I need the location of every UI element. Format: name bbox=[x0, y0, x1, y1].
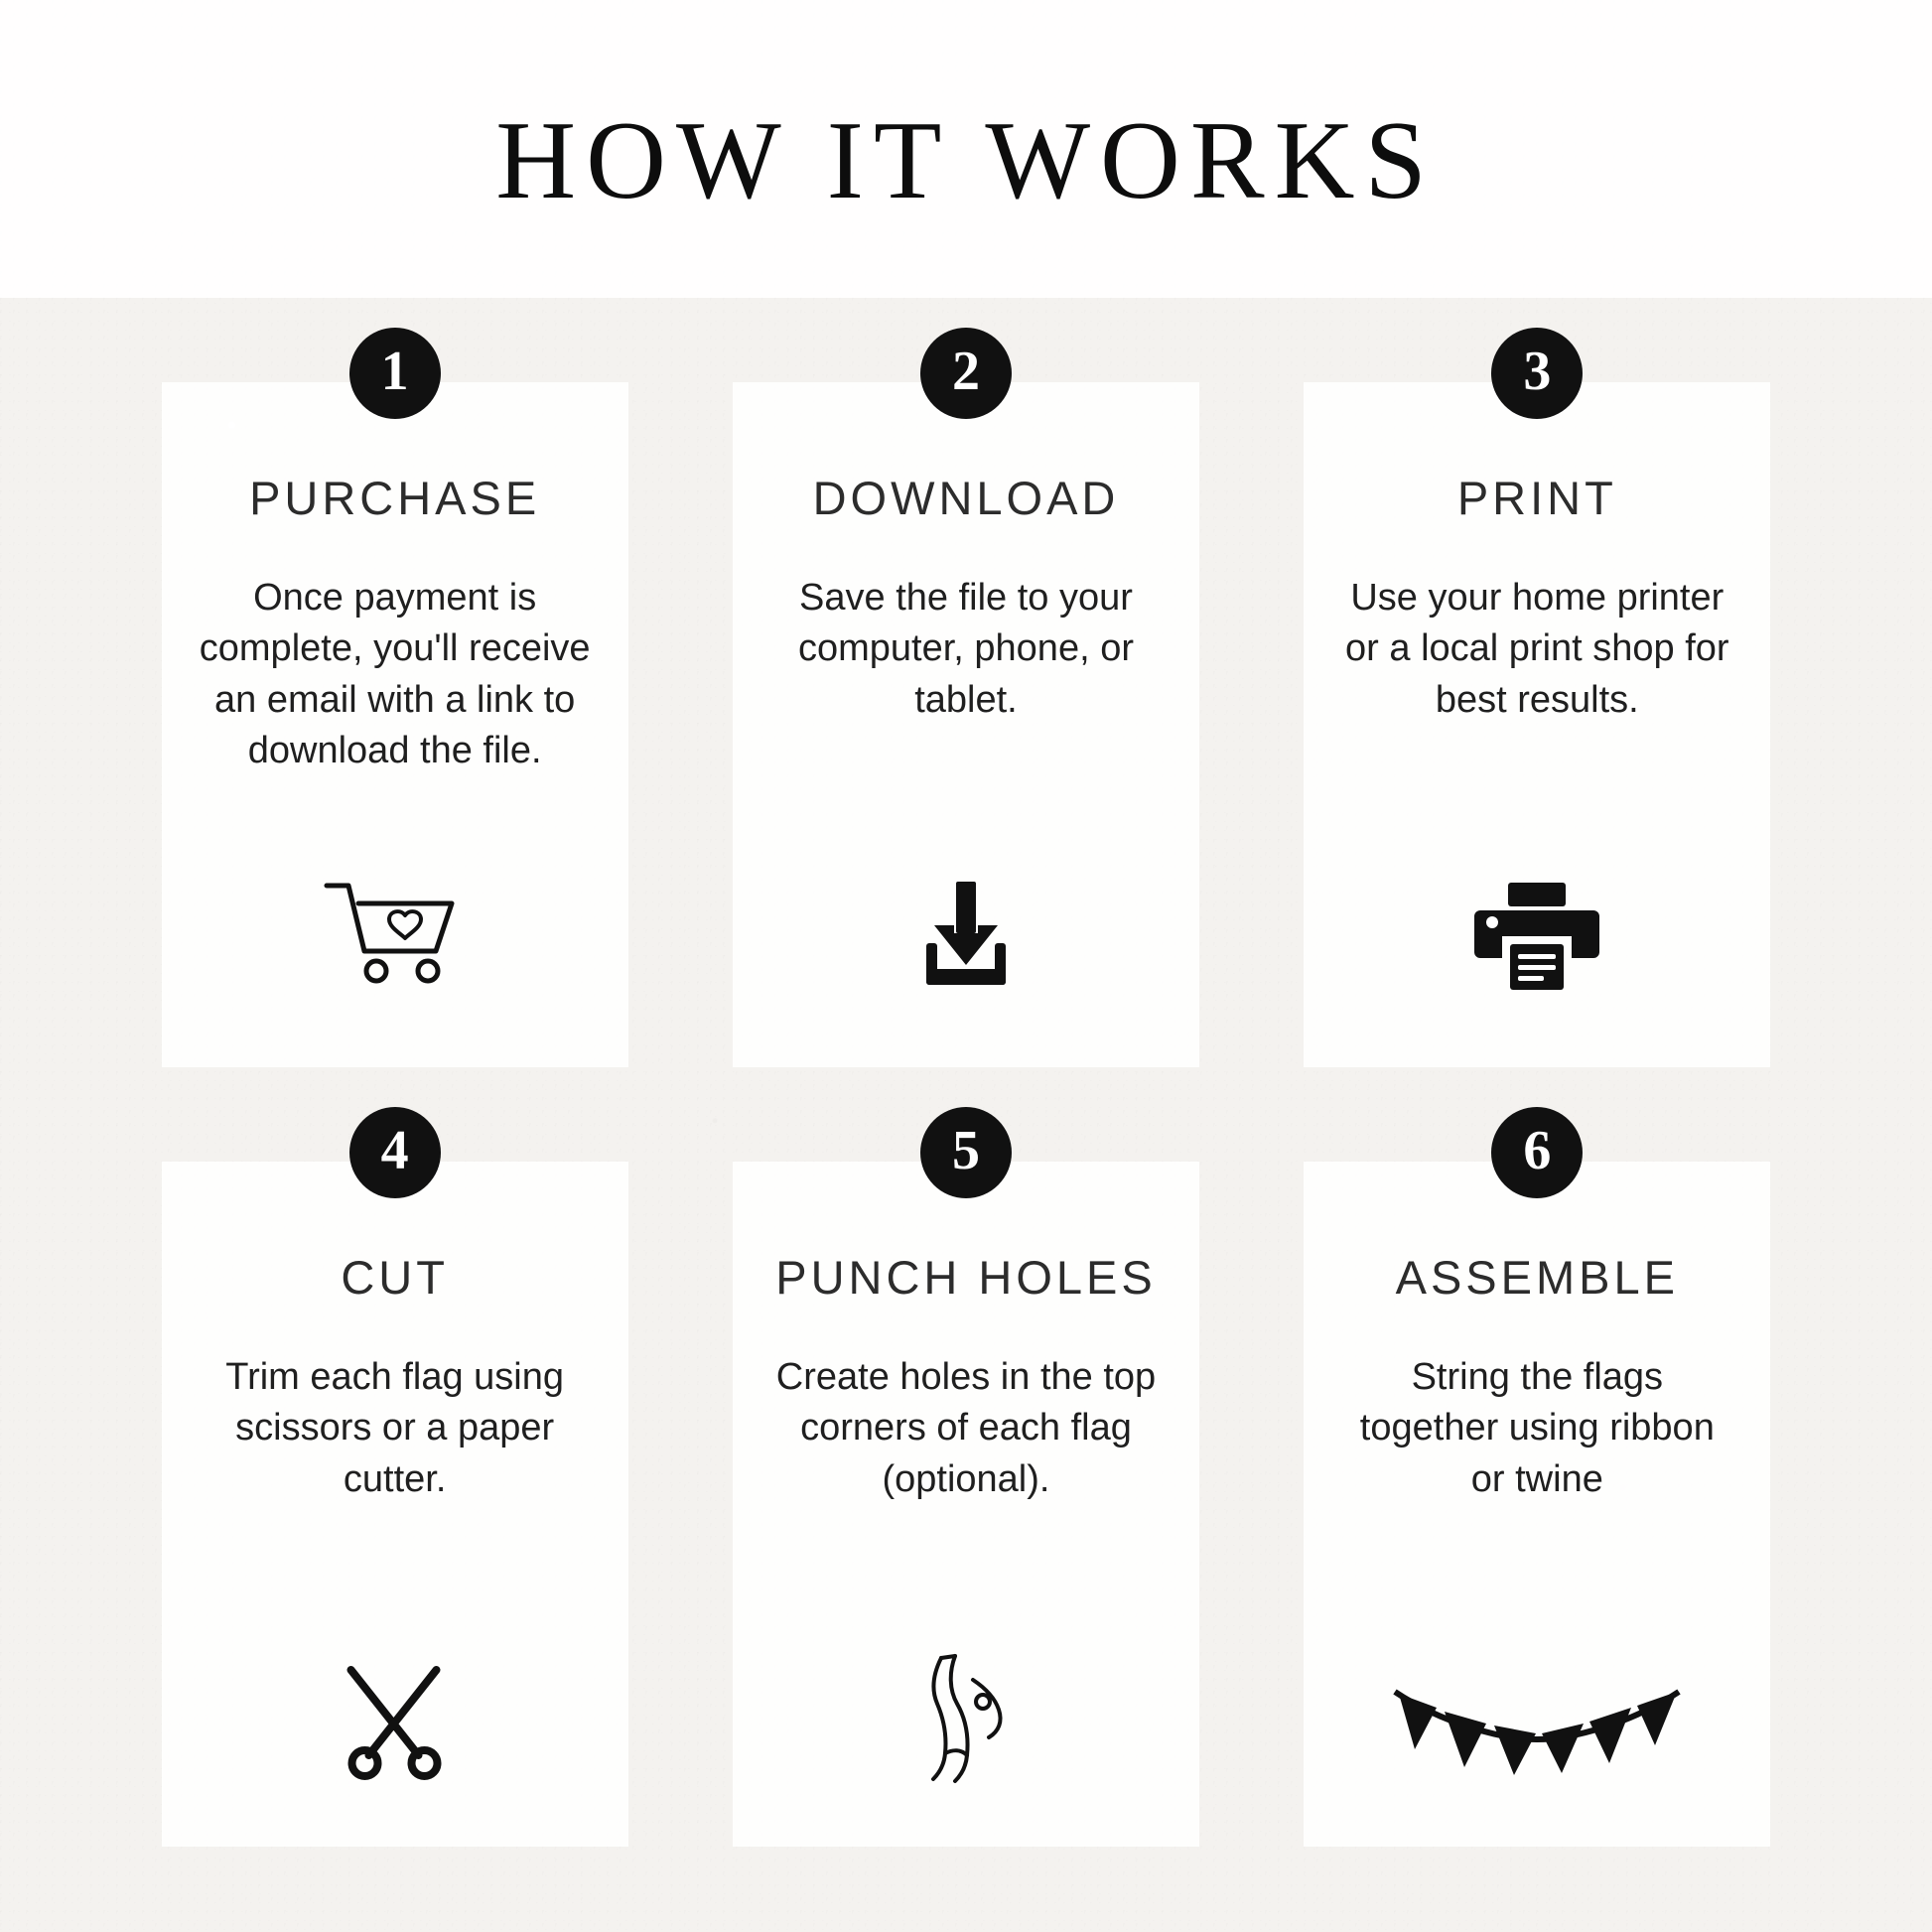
step-card-download bbox=[680, 328, 1251, 1082]
step-title: ASSEMBLE bbox=[1395, 1251, 1679, 1304]
download-icon bbox=[906, 844, 1026, 993]
step-number-badge: 5 bbox=[920, 1107, 1012, 1198]
step-description: String the flags together using ribbon or twine bbox=[1359, 1356, 1715, 1500]
scissors-icon bbox=[333, 1635, 457, 1784]
bunting-flags-icon bbox=[1393, 1635, 1681, 1784]
step-description: Trim each flag using scissors or a paper cutter. bbox=[225, 1356, 565, 1500]
step-card-cut bbox=[109, 1107, 680, 1862]
printer-icon bbox=[1472, 844, 1601, 993]
step-card-assemble bbox=[1252, 1107, 1823, 1862]
step-card-print bbox=[1252, 328, 1823, 1082]
step-description: Once payment is complete, you'll receive an email with a link to download the file. bbox=[199, 577, 591, 771]
hole-punch-pliers-icon bbox=[911, 1635, 1021, 1784]
step-number-badge: 2 bbox=[920, 328, 1012, 419]
step-number-badge: 1 bbox=[349, 328, 441, 419]
step-number-badge: 6 bbox=[1491, 1107, 1583, 1198]
steps-grid bbox=[0, 328, 1932, 1862]
shopping-cart-heart-icon bbox=[321, 844, 470, 993]
step-number-badge: 3 bbox=[1491, 328, 1583, 419]
step-card-purchase bbox=[109, 328, 680, 1082]
step-card-punch-holes bbox=[680, 1107, 1251, 1862]
step-title: PURCHASE bbox=[249, 472, 541, 524]
step-number-badge: 4 bbox=[349, 1107, 441, 1198]
step-title: DOWNLOAD bbox=[812, 472, 1120, 524]
step-description: Use your home printer or a local print shop for best results. bbox=[1345, 577, 1729, 721]
step-title: CUT bbox=[341, 1251, 449, 1304]
step-title: PRINT bbox=[1456, 472, 1617, 524]
page-title: HOW IT WORKS bbox=[495, 98, 1437, 222]
step-title: PUNCH HOLES bbox=[775, 1251, 1157, 1304]
step-description: Save the file to your computer, phone, or tablet. bbox=[797, 577, 1134, 721]
step-description: Create holes in the top corners of each flag (optional). bbox=[775, 1356, 1157, 1500]
